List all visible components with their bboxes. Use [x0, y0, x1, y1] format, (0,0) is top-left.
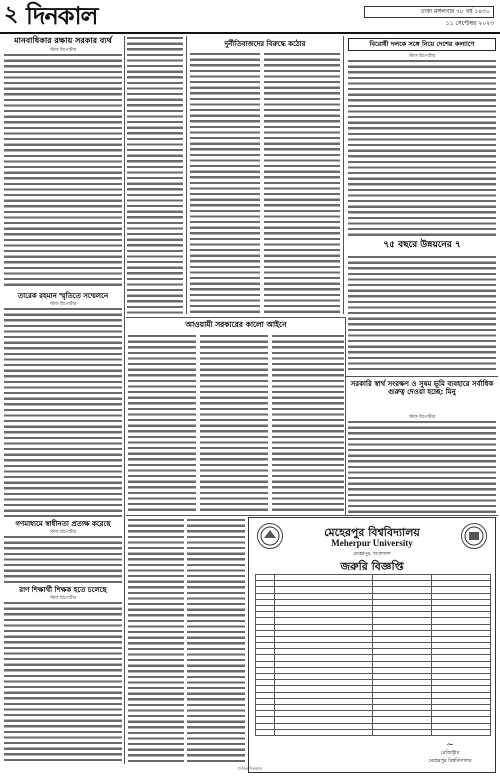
university-logo-left: [257, 523, 283, 549]
row-divider-1: [126, 317, 346, 318]
notice-table-row: [256, 729, 491, 735]
signatory-org: মেহেরপুর বিশ্ববিদ্যালয়: [428, 758, 472, 764]
article-a2-body: [190, 52, 260, 314]
masthead-title: দিনকাল: [26, 2, 98, 30]
headline-a4: তারেক রহমান স্মৃতিতে সম্মেলনে: [17, 292, 109, 300]
masthead-rule: [0, 32, 500, 34]
article-a3-body: [348, 59, 496, 237]
column-divider-4: [345, 317, 346, 515]
column-divider-3: [343, 36, 344, 314]
byline-a1: স্টাফ রিপোর্টার: [49, 48, 77, 53]
article-a8-body: [348, 255, 496, 373]
signature-block: [415, 740, 485, 766]
headline-a7: আওয়ামী সরকারের কালো আইনে: [185, 320, 287, 329]
article-a4-body: [4, 307, 122, 517]
notice-title: জরুরি বিজ্ঞপ্তি: [340, 560, 404, 573]
signature-scribble: ~: [446, 740, 454, 750]
article-a10-body-1: [128, 518, 184, 762]
notice-table: [255, 574, 491, 736]
signatory: রেজিস্ট্রার: [440, 750, 460, 756]
column-divider-2: [186, 36, 187, 314]
row-divider-2: [346, 376, 498, 377]
page-footer: দৈনিক দিনকাল: [238, 766, 262, 771]
byline-a5: স্টাফ রিপোর্টার: [49, 530, 77, 535]
row-divider-3: [126, 515, 498, 516]
university-notice: [248, 517, 496, 773]
article-a10-body-2: [187, 518, 245, 762]
notice-table-cell: [373, 729, 432, 735]
article-a7-body-2: [200, 334, 268, 512]
headline-a6: রাণ শিক্ষার্থী শিক্ষক হতে চলেছে: [19, 586, 107, 594]
article-a2-cont-body: [264, 52, 340, 314]
headline-a1: মানবাধিকার রক্ষায় সরকার ব্যর্থ: [14, 36, 112, 45]
article-a5-body: [4, 535, 122, 583]
page-number: ২: [4, 2, 19, 27]
date-line-2: ১১ সেপ্টেম্বর ২০২৩: [445, 20, 494, 27]
byline-a3: স্টাফ রিপোর্টার: [408, 54, 436, 59]
article-a9-body: [348, 420, 496, 514]
headline-a9: সরকারি স্বার্থ সংরক্ষণ ও সুষম ভূমি ব্যবহারে সর্বাধিক গুরুত্ব দেওয়া হচ্ছে: মিনু: [350, 380, 494, 397]
notice-table-cell: [256, 729, 275, 735]
article-a1-body: [4, 53, 122, 289]
headline-a3: বিরোধী দলকে সঙ্গে নিয়ে দেশের কল্যাণে: [348, 38, 496, 51]
article-a7-body-1: [128, 334, 196, 512]
university-name-bn: মেহেরপুর বিশ্ববিদ্যালয়: [324, 526, 420, 539]
header-date: [364, 6, 494, 28]
article-a6-body: [4, 601, 122, 761]
article-a1-cont-body: [127, 36, 183, 314]
university-logo-right: [461, 523, 487, 549]
headline-a5: গণমাধ্যমে স্বাধীনতা প্রত্যক্ষ করেছে: [15, 520, 111, 528]
university-name-en: Meherpur University: [331, 538, 413, 548]
article-a7-body-3: [272, 334, 344, 512]
date-line-1: ঢাকা মঙ্গলবার ৭৮ বর্ষ ১৪৩০: [364, 6, 494, 18]
university-address: মেহেরপুর, বাংলাদেশ: [353, 552, 391, 557]
byline-a6: স্টাফ রিপোর্টার: [49, 596, 77, 601]
column-divider-1: [124, 36, 125, 764]
headline-a8: ৭৫ বছরে উন্নয়নের ৭: [383, 240, 461, 250]
notice-table-cell: [274, 729, 373, 735]
headline-a2: দুর্নীতিবাজদের বিরুদ্ধে কঠোর: [224, 40, 306, 48]
notice-table-cell: [432, 729, 491, 735]
byline-a9: স্টাফ রিপোর্টার: [408, 415, 436, 420]
byline-a4: স্টাফ রিপোর্টার: [49, 302, 77, 307]
